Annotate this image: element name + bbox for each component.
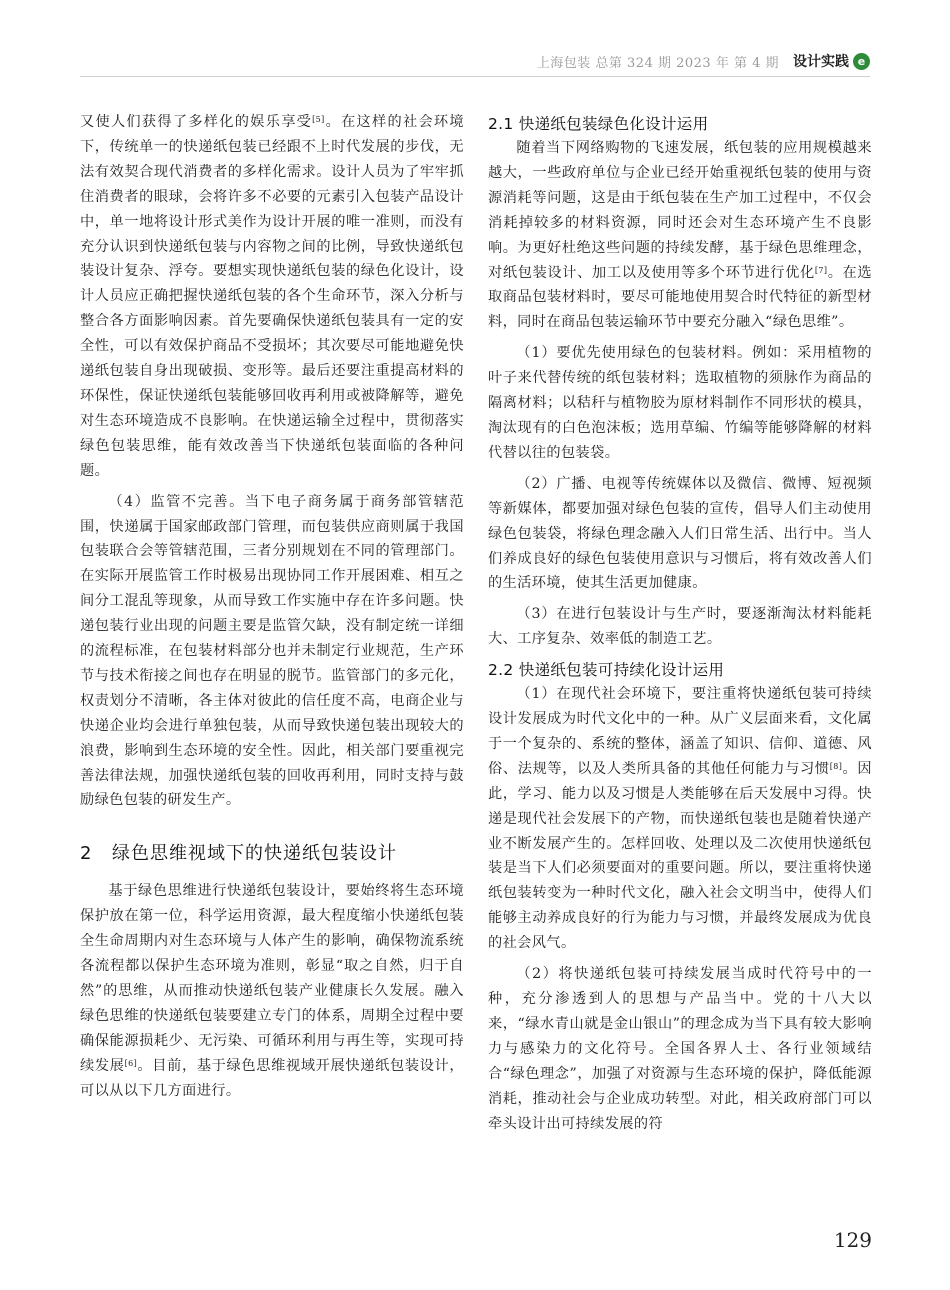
paragraph: （2）将快递纸包装可持续发展当成时代符号中的一种，充分渗透到人的思想与产品当中。党的十八大以来，“绿水青山就是金山银山”的理念成为当下具有较大影响力与感染力的文化符号。全国各界人士、各行业领域结合“绿色理念”，加强了对资源与生态环境的保护，降低能源消耗，推动社会与企业成功转型。对此，相关政府部门可以牵头设计出可持续发展的符 <box>488 966 872 1132</box>
citation: [7] <box>814 265 828 275</box>
section-title: 设计实践 <box>793 54 849 70</box>
journal-info: 上海包装 总第 324 期 2023 年 第 4 期 <box>536 55 779 71</box>
paragraph: （3）在进行包装设计与生产时，要逐渐淘汰材料能耗大、工序复杂、效率低的制造工艺。 <box>488 606 872 648</box>
journal-logo-icon: e <box>853 53 870 70</box>
left-column <box>80 110 464 1110</box>
header-divider <box>80 76 870 77</box>
section-heading <box>80 839 464 865</box>
subsection-heading: 2.2 快递纸包装可持续化设计运用 <box>488 661 725 680</box>
paragraph: （4）监管不完善。当下电子商务属于商务部管辖范围，快递属于国家邮政部门管理，而包装供应商则属于我国包装联合会等管辖范围，三者分别规划在不同的管理部门。在实际开展监管工作时极易出现协同工作开展困难、相互之间分工混乱等现象，从而导致工作实施中存在许多问题。快递包装行业出现的问题主要是监管欠缺，没有制定统一详细的流程标准，在包装材料部分也并未制定行业规范，生产环节与技术衔接之间也存在明显的脱节。监管部门的多元化，权责划分不清晰，各主体对彼此的信任度不高，电商企业与快递企业均会进行单独包装，从而导致快递包装出现较大的浪费，影响到生态环境的安全性。因此，相关部门要重视完善法律法规，加强快递纸包装的回收再利用，同时支持与鼓励绿色包装的研发生产。 <box>80 493 464 809</box>
paragraph: （1）在现代社会环境下，要注重将快递纸包装可持续设计发展成为时代文化中的一种。从广义层面来看，文化属于一个复杂的、系统的整体，涵盖了知识、信仰、道德、风俗、法规等，以及人类所具备的其他任何能力与习惯[8]。因此，学习、能力以及习惯是人类能够在后天发展中习得。快递是现代社会发展下的产物，而快递纸包装也是随着快递产业不断发展产生的。怎样回收、处理以及二次使用快递纸包装是当下人们必须要面对的重要问题。所以，要注重将快递纸包装转变为一种时代文化，融入社会文明当中，使得人们能够主动养成良好的行为能力与习惯，并最终发展成为优良的社会风气。 <box>488 686 872 952</box>
paragraph: 又使人们获得了多样化的娱乐享受[5]。在这样的社会环境下，传统单一的快递纸包装已经跟不上时代发展的步伐，无法有效契合现代消费者的多样化需求。设计人员为了牢牢抓住消费者的眼球，会将许多不必要的元素引入包装产品设计中，单一地将设计形式美作为设计开展的唯一准则，而没有充分认识到快递纸包装与内容物之间的比例，导致快递纸包装设计复杂、浮夸。要想实现快递纸包装的绿色化设计，设计人员应正确把握快递纸包装的各个生命环节，深入分析与整合各方面影响因素。首先要确保快递纸包装具有一定的安全性，可以有效保护商品不受损坏；其次要尽可能地避免快递纸包装自身出现破损、变形等。最后还要注重提高材料的环保性，保证快递纸包装能够回收再利用或被降解等，避免对生态环境造成不良影响。在快递运输全过程中，贯彻落实绿色包装思维，能有效改善当下快递纸包装面临的各种问题。 <box>80 114 464 479</box>
section-number: 2 <box>80 843 93 865</box>
paragraph: 随着当下网络购物的飞速发展，纸包装的应用规模越来越大，一些政府单位与企业已经开始重视纸包装的使用与资源消耗等问题，这是由于纸包装在生产加工过程中，不仅会消耗掉较多的材料资源，同时还会对生态环境产生不良影响。为更好杜绝这些问题的持续发酵，基于绿色思维理念，对纸包装设计、加工以及使用等多个环节进行优化[7]。在选取商品包装材料时，要尽可能地使用契合时代特征的新型材料，同时在商品包装运输环节中要充分融入“绿色思维”。 <box>488 140 872 331</box>
right-column <box>488 110 872 1142</box>
citation: [8] <box>829 761 843 771</box>
citation: [5] <box>312 115 325 124</box>
page-number: 129 <box>833 1228 872 1252</box>
paragraph: （1）要优先使用绿色的包装材料。例如：采用植物的叶子来代替传统的纸包装材料；选取植物的须脉作为商品的隔离材料；以秸秆与植物胶为原材料制作不同形状的模具，淘汰现有的白色泡沫板；选用草编、竹编等能够降解的材料代替以往的包装袋。 <box>488 345 872 461</box>
paragraph: 基于绿色思维进行快递纸包装设计，要始终将生态环境保护放在第一位，科学运用资源，最大程度缩小快递纸包装全生命周期内对生态环境与人体产生的影响，确保物流系统各流程都以保护生态环境为准则，彰显“取之自然，归于自然”的思维，从而推动快递纸包装产业健康长久发展。融入绿色思维的快递纸包装要建立专门的体系，周期全过程中要确保能源损耗少、无污染、可循环利用与再生等，实现可持续发展[6]。目前，基于绿色思维视域开展快递纸包装设计，可以从以下几方面进行。 <box>80 883 464 1099</box>
subsection-heading: 2.1 快递纸包装绿色化设计运用 <box>488 115 709 133</box>
citation: [6] <box>124 1058 138 1068</box>
running-header <box>500 50 870 72</box>
paragraph: （2）广播、电视等传统媒体以及微信、微博、短视频等新媒体，都要加强对绿色包装的宣传，倡导人们主动使用绿色包装袋，将绿色理念融入人们日常生活、出行中。当人们养成良好的绿色包装使用意识与习惯后，将有效改善人们的生活环境，使其生活更加健康。 <box>488 475 872 592</box>
section-title-text: 绿色思维视域下的快递纸包装设计 <box>112 843 397 865</box>
